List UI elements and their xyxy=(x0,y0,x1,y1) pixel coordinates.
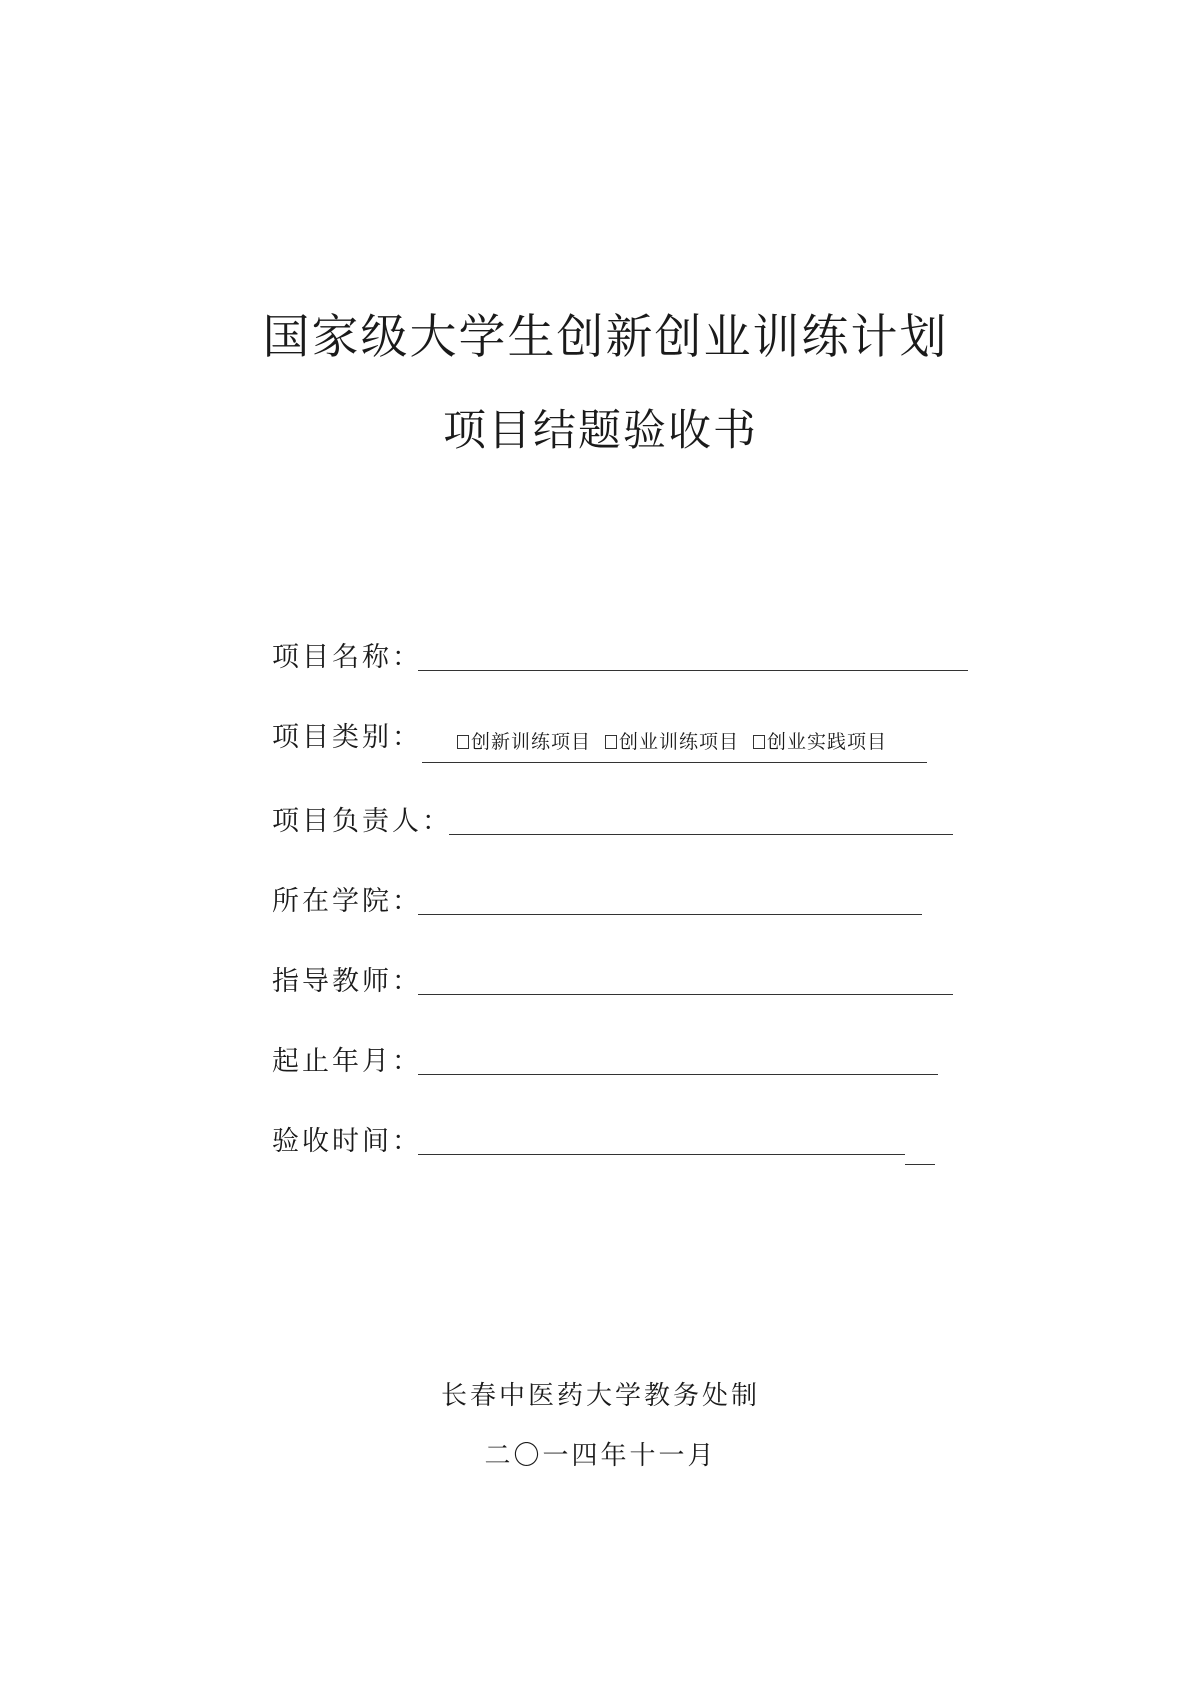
project-category-underline xyxy=(422,762,927,763)
category-option-label: 创业实践项目 xyxy=(767,731,888,753)
category-option-entrepreneurship-training[interactable] xyxy=(605,730,739,754)
project-leader-blank[interactable] xyxy=(449,834,953,835)
acceptance-date-underline-tail xyxy=(905,1164,935,1165)
project-name-label: 项目名称： xyxy=(272,642,422,673)
project-leader-label: 项目负责人： xyxy=(272,806,452,837)
advisor-blank[interactable] xyxy=(418,994,953,995)
document-title-line-2: 项目结题验收书 xyxy=(443,406,758,456)
category-option-innovation-training[interactable] xyxy=(457,730,591,754)
checkbox-icon[interactable] xyxy=(457,735,469,749)
checkbox-icon[interactable] xyxy=(753,735,765,749)
start-end-date-label: 起止年月： xyxy=(272,1046,422,1077)
checkbox-icon[interactable] xyxy=(605,735,617,749)
college-blank[interactable] xyxy=(418,914,922,915)
acceptance-date-label: 验收时间： xyxy=(272,1126,422,1157)
advisor-label: 指导教师： xyxy=(272,966,422,997)
college-label: 所在学院： xyxy=(272,886,422,917)
start-end-date-blank[interactable] xyxy=(418,1074,938,1075)
document-title-line-1: 国家级大学生创新创业训练计划 xyxy=(262,310,949,365)
acceptance-date-blank[interactable] xyxy=(418,1154,905,1155)
project-name-blank[interactable] xyxy=(418,670,968,671)
issuing-organization: 长春中医药大学教务处制 xyxy=(440,1381,760,1411)
project-category-label: 项目类别： xyxy=(272,722,422,753)
project-category-options xyxy=(457,730,887,754)
category-option-label: 创新训练项目 xyxy=(471,731,592,753)
category-option-entrepreneurship-practice[interactable] xyxy=(753,730,887,754)
issue-date: 二〇一四年十一月 xyxy=(484,1441,717,1471)
category-option-label: 创业训练项目 xyxy=(619,731,740,753)
